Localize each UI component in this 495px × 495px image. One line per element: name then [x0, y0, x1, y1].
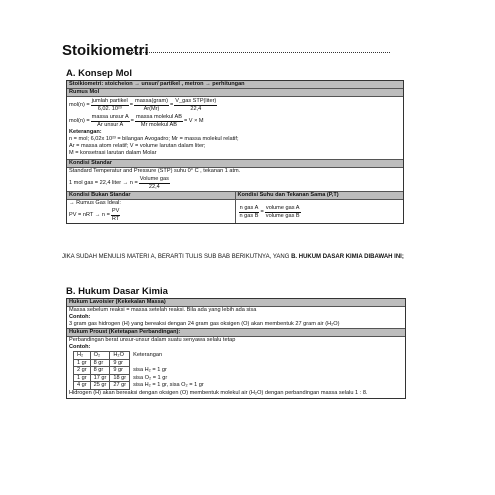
- note-text: JIKA SUDAH MENULIS MATERI A, BERARTI TULIS SUB BAB BERIKUTNYA, YANG: [62, 254, 292, 260]
- kondisi-columns: [67, 191, 403, 223]
- proust-text: Perbandingan berat unsur-unsur dalam suatu senyawa selalu tetap: [69, 337, 236, 343]
- table-cell: sisa H₂ = 1 gr, sisa O₂ = 1 gr: [133, 382, 204, 388]
- suhu-fraction-n: [239, 205, 260, 219]
- page-title: Stoikiometri: [62, 42, 149, 59]
- eq1-f3-num: V_gas STP(liter): [175, 98, 217, 104]
- proust-closing-text: Hidrogen (H) akan bereaksi dengan oksigen (O) membentuk molekul air (H₂O) dengan perbandingan massa selalu 1 : 8.: [69, 389, 368, 396]
- table-cell: sisa O₂ = 1 gr: [133, 374, 168, 381]
- eq2-fraction-molekul: [135, 114, 183, 128]
- note-bold: B. HUKUM DASAR KIMIA DIBAWAH INI;: [291, 254, 404, 260]
- kondisi-standar-title: Kondisi Standar: [67, 159, 403, 168]
- title-divider: [128, 52, 390, 53]
- table-header: O₂: [90, 352, 110, 360]
- table-cell: 1 gr: [74, 374, 91, 382]
- eq2-f1-den: Ar unsur A: [97, 121, 124, 128]
- stp-num: Volume gas: [139, 176, 169, 182]
- bukan-standar-title: Kondisi Bukan Standar: [67, 192, 235, 200]
- table-cell: 9 gr: [110, 367, 130, 375]
- table-cell: 2 gr: [74, 367, 91, 375]
- lavoisier-text: Massa sebelum reaksi = massa setelah reaksi. Bila ada yang lebih ada sisa: [69, 307, 257, 313]
- table-cell: 9 gr: [110, 359, 130, 367]
- lavoisier-example: 3 gram gas hidrogen (H) yang bereaksi dengan 24 gram gas oksigen (O) akan membentuk 27 gram air (H₂O): [69, 321, 340, 327]
- table-row: [74, 367, 207, 375]
- proust-table: [73, 351, 207, 390]
- ideal-gas-equation: [67, 207, 235, 223]
- table-cell: 4 gr: [74, 382, 91, 390]
- konsep-mol-box: [66, 80, 404, 224]
- eq1-f3-den: 22,4: [190, 105, 202, 112]
- keterangan-line-3: M = konsetrasi larutan dalam Molar: [69, 150, 157, 156]
- eq2-tail: = V × M: [183, 117, 204, 124]
- table-cell: 27 gr: [110, 382, 130, 390]
- keterangan-title: Keterangan:: [69, 129, 102, 135]
- table-cell: [130, 359, 207, 367]
- eq1-f2-den: Ar(Mr): [143, 105, 160, 112]
- eq2-lhs: mol(n) =: [69, 117, 90, 124]
- eq1-fraction-partikel: [91, 98, 129, 112]
- equals-sign: =: [129, 101, 134, 108]
- suhu-tekanan-title: Kondisi Suhu dan Tekanan Sama (P,T): [236, 192, 404, 200]
- stoikiometri-definition: Stoikiometri: stoicheion → unsur/ partikel , metron → perhitungan: [67, 81, 403, 89]
- lavoisier-title: Hukum Lavoisier (Kekekalan Massa): [67, 299, 405, 307]
- mol-equation-2: [67, 113, 403, 129]
- table-cell: sisa H₂ = 1 gr: [133, 367, 167, 373]
- eq1-lhs: mol(n) =: [69, 101, 90, 108]
- table-cell: 17 gr: [90, 374, 110, 382]
- eq1-f1-num: jumlah partikel: [91, 98, 128, 104]
- bukan-standar-sub: → Rumus Gas Ideal:: [69, 200, 121, 206]
- suhu-f1-num: n gas A: [239, 205, 259, 211]
- section-a-heading: A. Konsep Mol: [66, 68, 132, 79]
- keterangan-line-2: Ar = massa atom relatif; V = volume larutan dalam liter;: [69, 143, 206, 149]
- section-b-heading: B. Hukum Dasar Kimia: [66, 286, 168, 297]
- eq2-f1-num: massa unsur A: [91, 114, 129, 120]
- equals-sign: =: [260, 208, 264, 215]
- kondisi-bukan-standar: [67, 192, 236, 223]
- eq2-f2-num: massa molekul AB: [135, 114, 182, 120]
- table-cell: 1 gr: [74, 359, 91, 367]
- stp-fraction: [139, 176, 170, 190]
- equals-sign: =: [130, 117, 134, 124]
- table-cell: 18 gr: [110, 374, 130, 382]
- mol-equation-1: [67, 97, 403, 113]
- ideal-num: PV: [111, 208, 120, 214]
- eq2-f2-den: Mr molekul AB: [140, 121, 177, 128]
- proust-title: Hukum Proust (Ketetapan Perbandingan):: [67, 328, 405, 337]
- table-row: [74, 374, 207, 382]
- ideal-lhs: PV = nRT → n =: [69, 211, 110, 218]
- keterangan-line-1: n = mol; 6,02x 10²³ = bilangan Avogadro; Mr = massa molekul relatif;: [69, 136, 239, 142]
- eq1-fraction-volume: [174, 98, 217, 112]
- suhu-fraction-volume: [265, 205, 301, 219]
- suhu-f1-den: n gas B: [239, 212, 259, 219]
- suhu-f2-den: volume gas B: [265, 212, 300, 219]
- table-row: [74, 359, 207, 367]
- table-cell: 8 gr: [90, 367, 110, 375]
- ideal-fraction: [111, 208, 120, 222]
- equals-sign: =: [169, 101, 174, 108]
- eq2-fraction-unsur: [91, 114, 130, 128]
- hukum-dasar-box: [66, 298, 406, 399]
- table-header: H₂O: [110, 352, 130, 360]
- table-header: H₂: [74, 352, 91, 360]
- contoh-label-2: Contoh:: [69, 344, 91, 350]
- rumus-mol-title: Rumus Mol: [67, 89, 403, 97]
- eq1-f1-den: 6,02. 10²³: [97, 105, 122, 112]
- eq1-f2-num: massa(gram): [135, 98, 168, 104]
- stp-lhs: 1 mol gas = 22,4 liter → n =: [69, 179, 138, 186]
- table-row: [74, 382, 207, 390]
- contoh-label-1: Contoh:: [69, 314, 91, 320]
- table-header: Keterangan: [133, 352, 163, 358]
- table-header-row: [74, 352, 207, 360]
- stp-equation: [67, 175, 403, 191]
- kondisi-standar-text: Standard Temperatur and Pressure (STP) suhu 0° C , tekanan 1 atm.: [69, 168, 241, 174]
- eq1-fraction-massa: [134, 98, 169, 112]
- ideal-den: RT: [111, 215, 120, 222]
- suhu-equation: [236, 204, 404, 220]
- kondisi-suhu-tekanan: [236, 192, 404, 223]
- stp-den: 22,4: [148, 183, 160, 190]
- table-cell: 8 gr: [90, 359, 110, 367]
- instruction-note: [62, 253, 436, 261]
- suhu-f2-num: volume gas A: [265, 205, 300, 211]
- table-cell: 25 gr: [90, 382, 110, 390]
